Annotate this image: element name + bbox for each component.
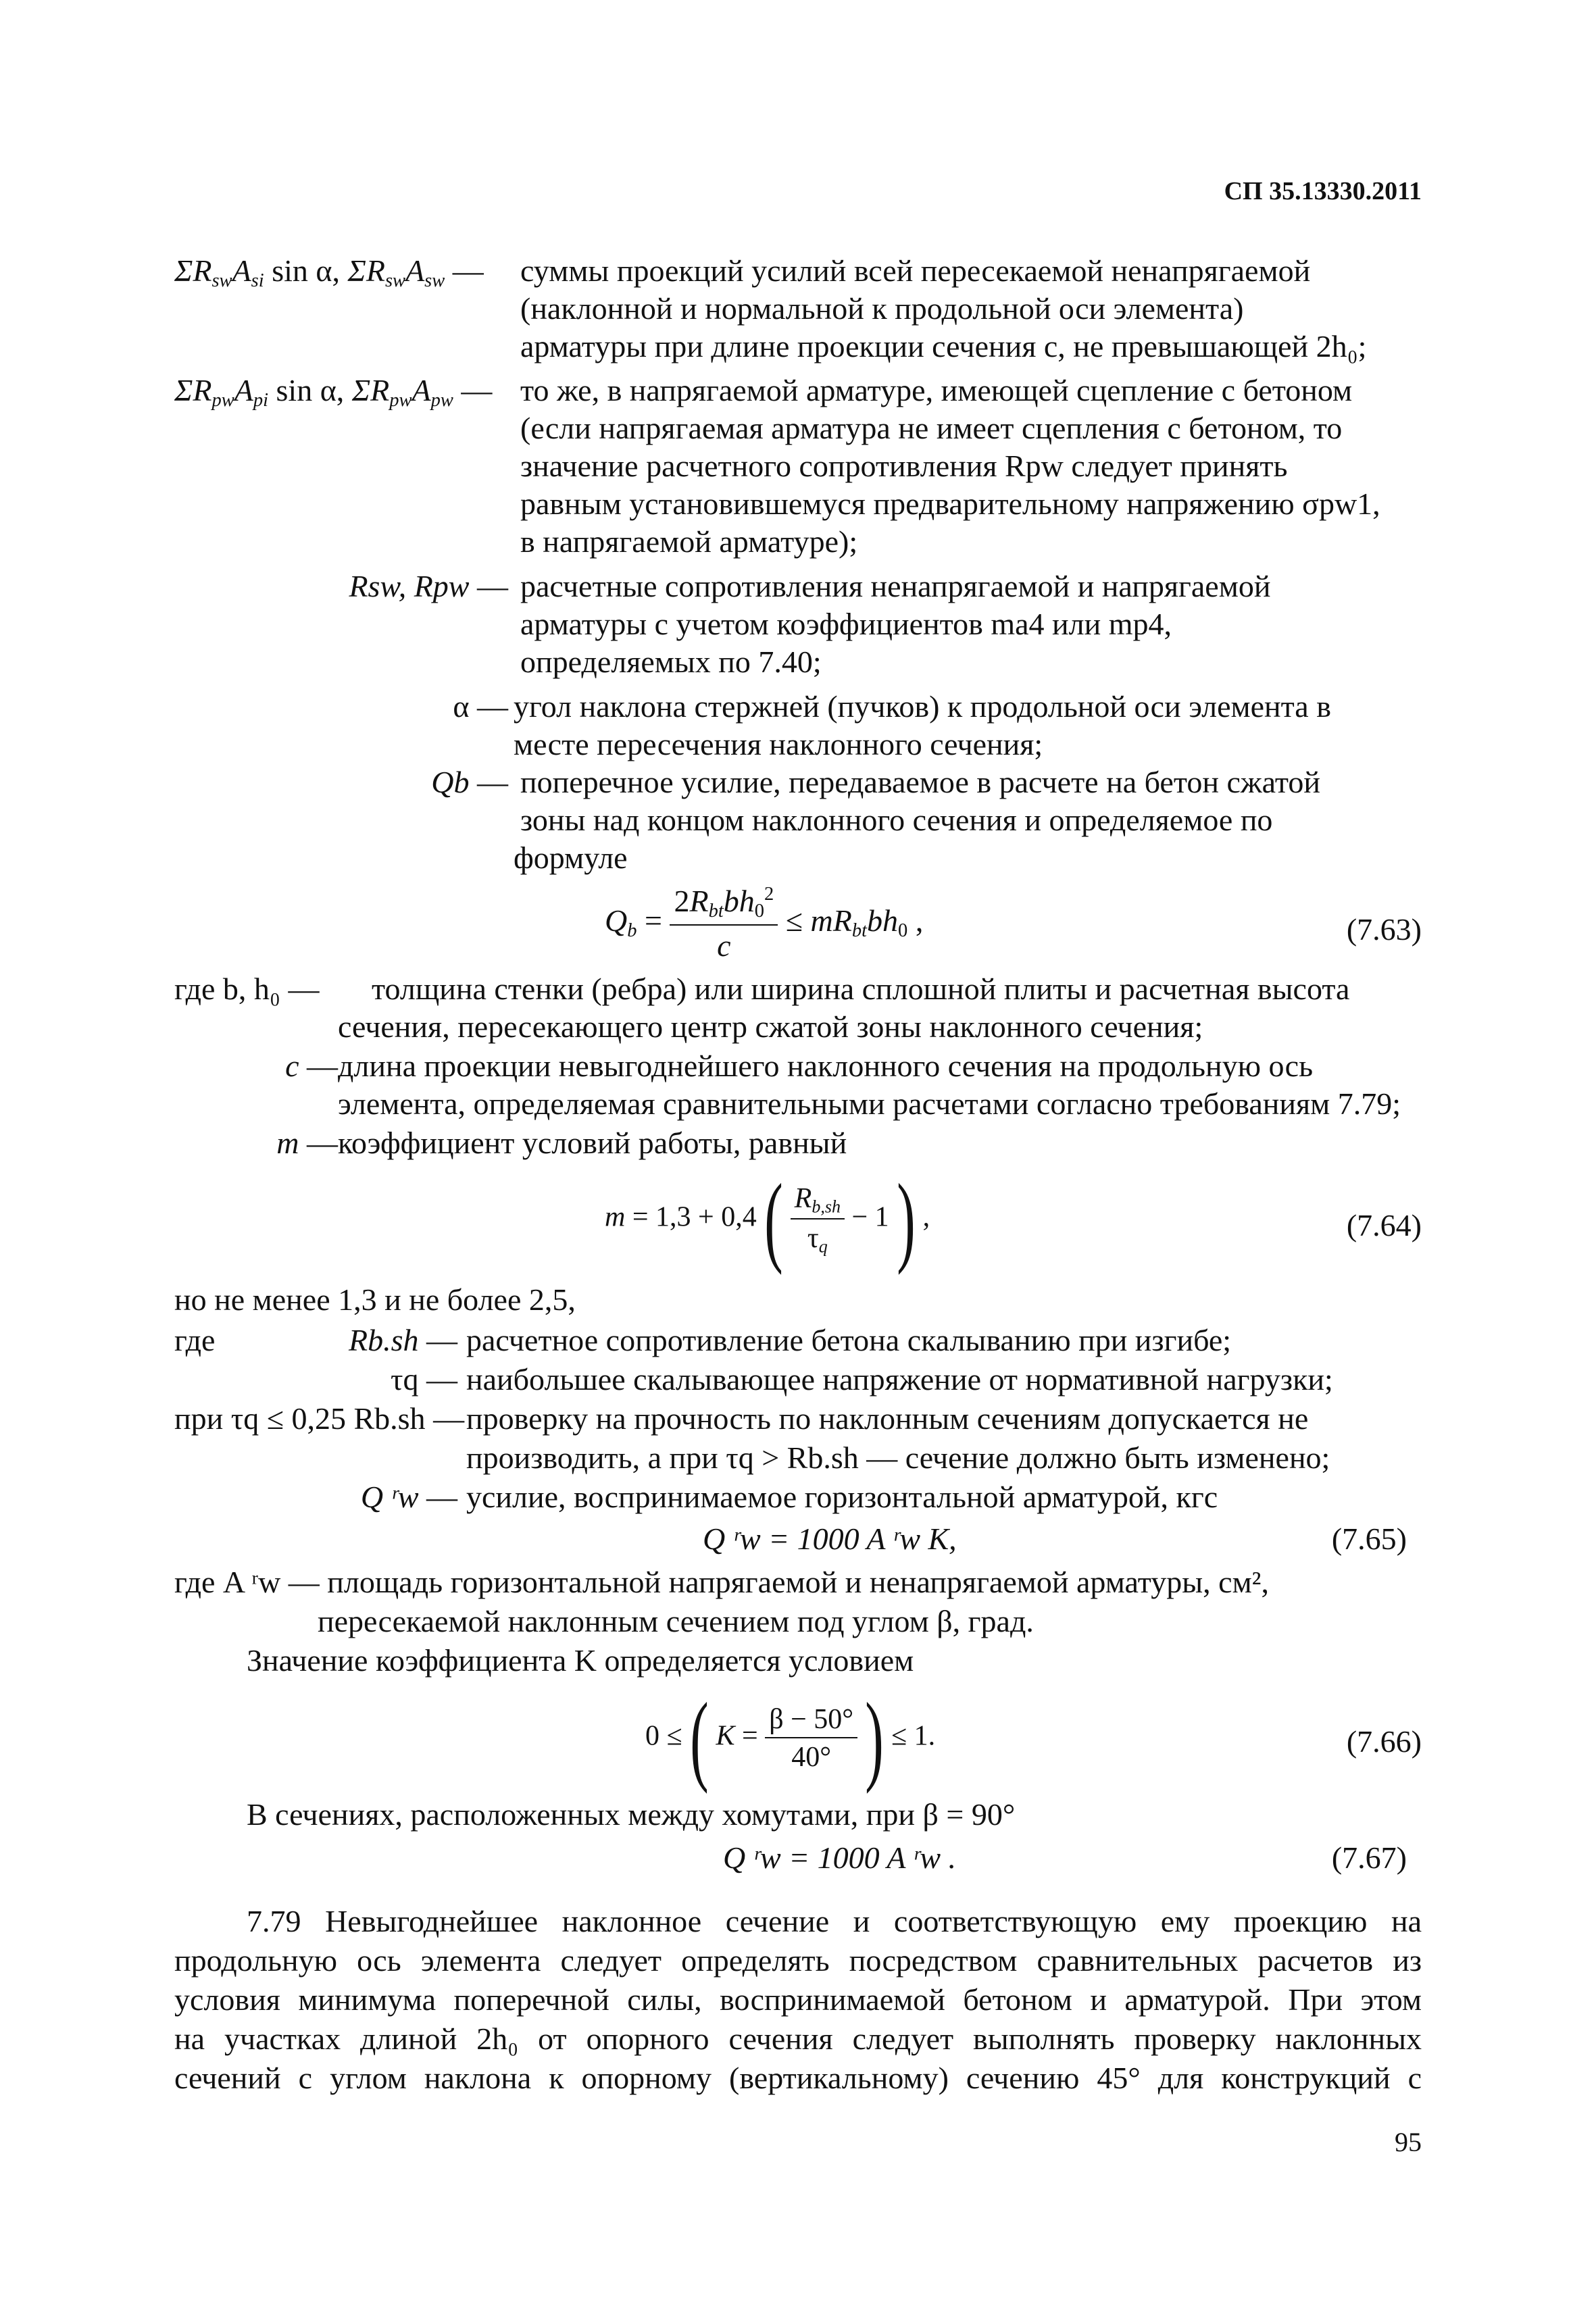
p779-line1: 7.79 Невыгоднейшее наклонное сечение и соответствующую ему проекцию на (247, 1904, 1422, 1938)
eq-number-7-64: (7.64) (1346, 1208, 1422, 1242)
def-rsw-line3: арматуры при длине проекции сечения c, не превышающей 2h₀; (520, 329, 1367, 363)
def-rpw-line3: значение расчетного сопротивления Rpw следует принять (520, 449, 1288, 483)
def-rswrpw-line2: арматуры с учетом коэффициентов ma4 или mp4, (520, 607, 1172, 641)
formula-7-67: Q ʳw = 1000 A ʳw . (723, 1840, 956, 1875)
def-c-symbol: c — (285, 1049, 338, 1083)
def-rswrpw-symbol: Rsw, Rpw — (349, 569, 508, 603)
p779-line4: на участках длиной 2h₀ от опорного сечения следует выполнять проверку наклонных (174, 2021, 1422, 2056)
def-qb-symbol: Qb — (431, 765, 508, 799)
def-alpha-symbol: α — (453, 689, 508, 724)
formula-7-64: m = 1,3 + 0,4( $\frac{R_{b,sh}}{\tau_q}$ − 1) , (605, 1163, 930, 1276)
where-bh-line1: толщина стенки (ребра) или ширина сплошной плиты и расчетная высота (372, 972, 1350, 1006)
def-rpw-line2: (если напрягаемая арматура не имеет сцепления с бетоном, то (520, 411, 1343, 445)
def-rpw-line5: в напрягаемой арматуре); (520, 524, 858, 559)
document-code: СП 35.13330.2011 (1224, 177, 1422, 205)
def-c-line1: длина проекции невыгоднейшего наклонного сечения на продольную ось (338, 1049, 1314, 1083)
formula-7-66: 0 ≤( K = $\frac{\beta - 50^\circ}{40^\circ}$ ) ≤ 1. (645, 1682, 936, 1794)
def-qw-symbol: Q ʳw — (360, 1480, 457, 1514)
eq-number-7-67: (7.67) (1331, 1840, 1407, 1875)
def-c-line2: элемента, определяемая сравнительными расчетами согласно требованиям 7.79; (338, 1086, 1401, 1121)
formula-7-63: $Q_b$ = $\frac{2R_{bt}bh_0^2}{c}$ ≤ $mR_{bt}bh_0$ , (605, 884, 924, 963)
def-rbsh-symbol: Rb.sh — (349, 1323, 457, 1357)
not-less-line: но не менее 1,3 и не более 2,5, (174, 1282, 576, 1317)
def-rsw-symbol: $\Sigma R_{sw}A_{si}$ sin α, $\Sigma R_{sw}A_{sw}$ — (174, 253, 484, 291)
p779-line3: условия минимума поперечной силы, воспринимаемой бетоном и арматурой. При этом (174, 1982, 1422, 2017)
where-bh-symbol: где b, h₀ — (174, 972, 320, 1006)
def-rpw-line4: равным установившемуся предварительному напряжению σpw1, (520, 486, 1380, 521)
def-rpw-line1: то же, в напрягаемой арматуре, имеющей сцепление с бетоном (520, 373, 1353, 407)
eq-number-7-66: (7.66) (1346, 1724, 1422, 1759)
def-rbsh-line1: расчетное сопротивление бетона скалыванию при изгибе; (466, 1323, 1232, 1357)
def-tq-symbol: τq — (391, 1362, 457, 1397)
page-number: 95 (1395, 2127, 1422, 2157)
def-rswrpw-line3: определяемых по 7.40; (520, 645, 822, 679)
def-qb-line1: поперечное усилие, передаваемое в расчете на бетон сжатой (520, 765, 1320, 799)
def-qb-line3: формуле (514, 840, 628, 875)
p779-line2: продольную ось элемента следует определять посредством сравнительных расчетов из (174, 1943, 1422, 1978)
def-qw-line1: усилие, воспринимаемое горизонтальной арматурой, кгс (466, 1480, 1218, 1514)
def-m-line1: коэффициент условий работы, равный (338, 1126, 847, 1160)
def-alpha-line1: угол наклона стержней (пучков) к продольной оси элемента в (514, 689, 1331, 724)
pri-symbol: при τq ≤ 0,25 Rb.sh — (174, 1401, 465, 1436)
pri-line2: производить, а при τq > Rb.sh — сечение должно быть изменено; (466, 1440, 1330, 1475)
def-rswrpw-line1: расчетные сопротивления ненапрягаемой и напрягаемой (520, 569, 1271, 603)
def-m-symbol: m — (276, 1126, 338, 1160)
where-bh-line2: сечения, пересекающего центр сжатой зоны наклонного сечения; (338, 1009, 1203, 1044)
p779-line5: сечений с углом наклона к опорному (вертикальному) сечению 45° для конструкций с (174, 2061, 1422, 2095)
pri-line1: проверку на прочность по наклонным сечениям допускается не (466, 1401, 1309, 1436)
aw-line2: пересекаемой наклонным сечением под углом β, град. (318, 1604, 1034, 1638)
aw-line1: где A ʳw — площадь горизонтальной напрягаемой и ненапрягаемой арматуры, см², (174, 1565, 1269, 1599)
def-tq-line1: наибольшее скалывающее напряжение от нормативной нагрузки; (466, 1362, 1333, 1397)
where2-label: где (174, 1323, 216, 1357)
eq-number-7-63: (7.63) (1346, 912, 1422, 947)
def-rsw-line1: суммы проекций усилий всей пересекаемой ненапрягаемой (520, 253, 1311, 288)
def-alpha-line2: месте пересечения наклонного сечения; (514, 727, 1043, 761)
def-rpw-symbol: $\Sigma R_{pw}A_{pi}$ sin α, $\Sigma R_{pw}A_{pw}$ — (174, 373, 493, 411)
formula-7-65: Q ʳw = 1000 A ʳw K, (703, 1521, 957, 1556)
eq-number-7-65: (7.65) (1331, 1521, 1407, 1556)
def-rsw-line2: (наклонной и нормальной к продольной оси элемента) (520, 291, 1244, 326)
def-qb-line2: зоны над концом наклонного сечения и определяемое по (520, 803, 1273, 837)
sections-line: В сечениях, расположенных между хомутами, при β = 90° (247, 1797, 1016, 1832)
k-line: Значение коэффициента K определяется условием (247, 1643, 914, 1678)
